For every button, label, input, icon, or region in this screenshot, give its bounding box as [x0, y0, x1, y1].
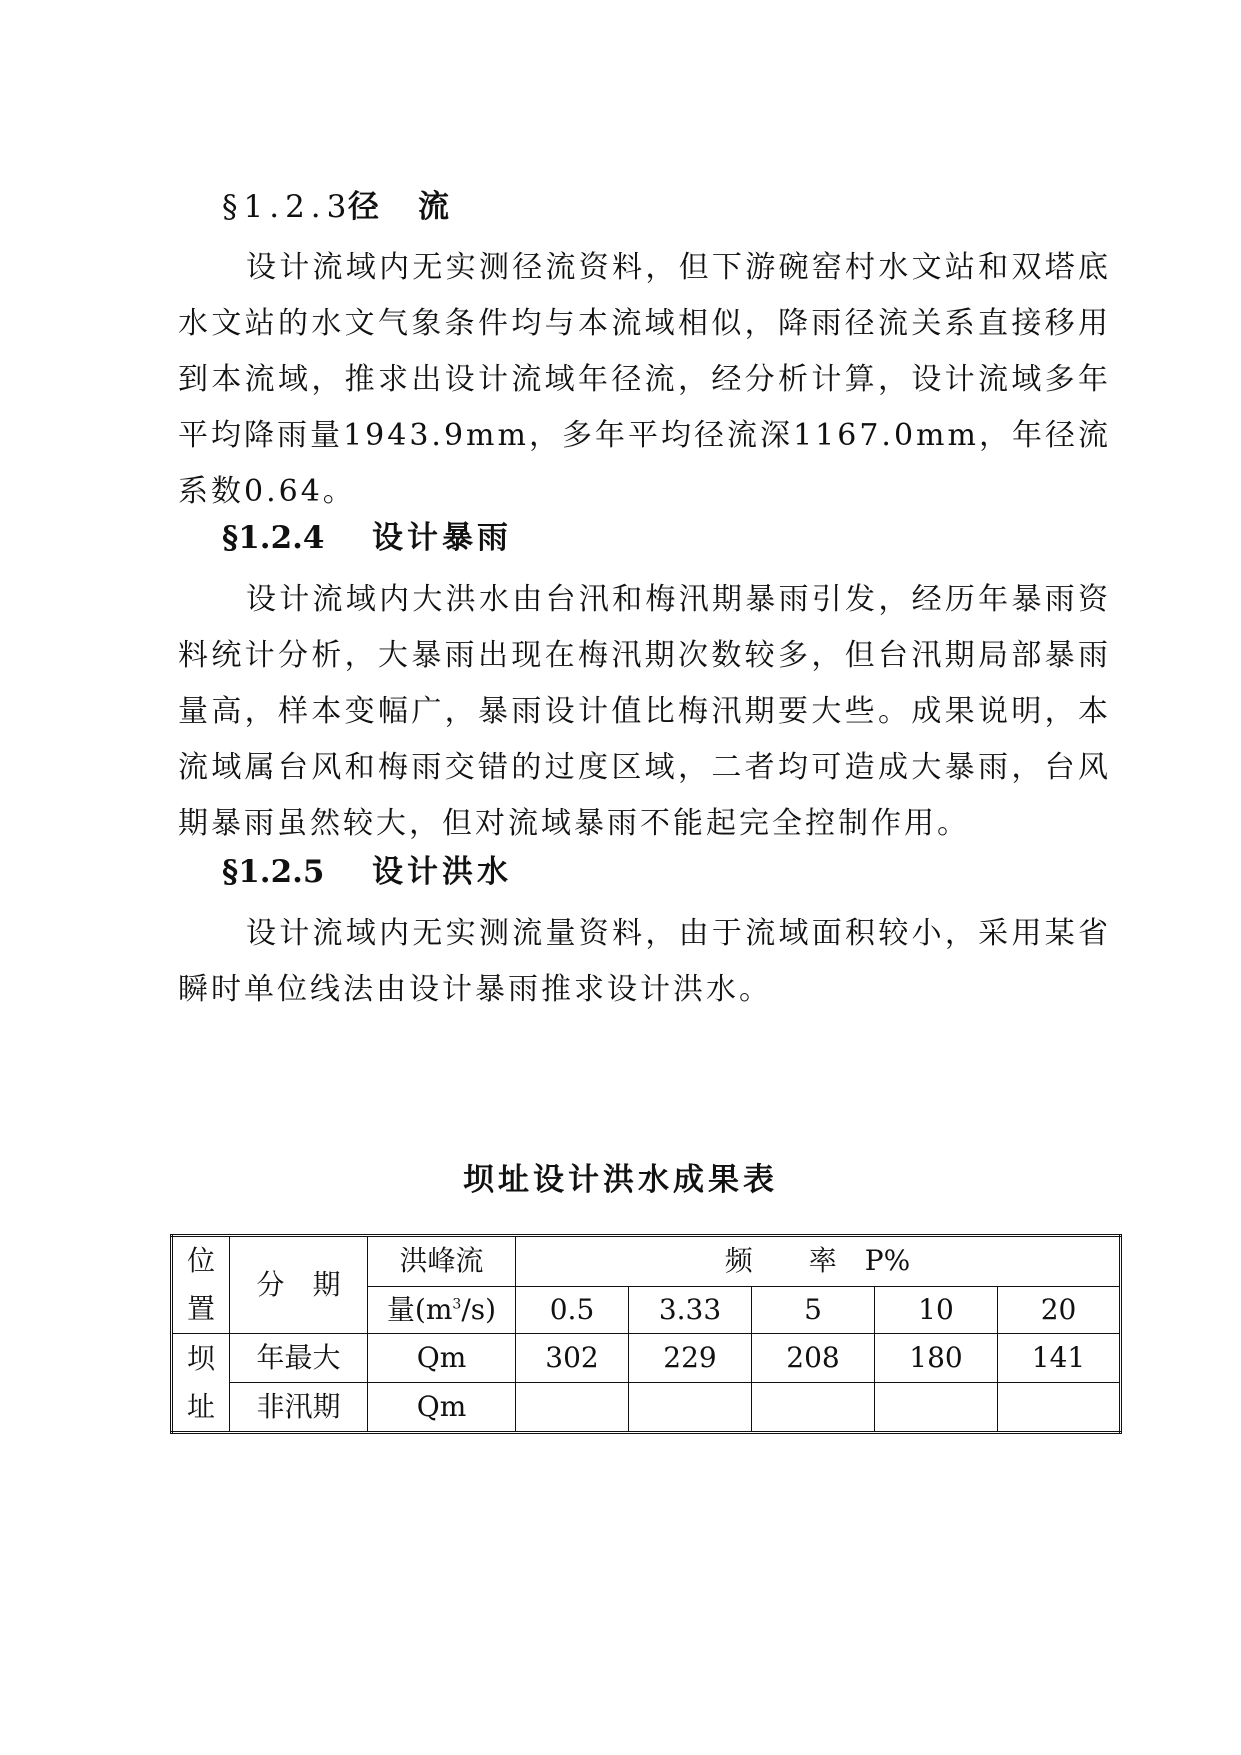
design-flood-table — [170, 1234, 1122, 1434]
freq-cell: 20 — [998, 1286, 1121, 1333]
value-cell — [516, 1383, 629, 1433]
paragraph-design-flood: 设计流域内无实测流量资料，由于流域面积较小，采用某省瞬时单位线法由设计暴雨推求设计洪水。 — [178, 916, 1111, 1007]
table-header-row-1 — [172, 1236, 1121, 1287]
site-cell — [172, 1334, 230, 1433]
freq-cell: 0.5 — [516, 1286, 629, 1333]
value-cell — [752, 1383, 875, 1433]
value-cell — [998, 1383, 1121, 1433]
header-position: 位置 — [186, 1244, 215, 1325]
value-cell — [629, 1383, 752, 1433]
freq-cell: 5 — [752, 1286, 875, 1333]
section-title: 径 流 — [348, 189, 453, 225]
header-peak-flow-line1: 洪峰流 — [368, 1236, 516, 1287]
section-heading-1-2-5 — [222, 852, 512, 892]
row-symbol: Qm — [368, 1383, 516, 1433]
peak-flow-unit-sup: 3 — [452, 1296, 462, 1313]
row-period: 非汛期 — [230, 1383, 368, 1433]
peak-flow-unit-pre: 量(m — [386, 1292, 453, 1326]
section-title: 设计暴雨 — [372, 520, 512, 556]
freq-cell: 10 — [875, 1286, 998, 1333]
header-period: 分 期 — [230, 1236, 368, 1334]
table-row — [172, 1383, 1121, 1433]
table-title: 坝址设计洪水成果表 — [463, 1162, 778, 1198]
value-cell: 141 — [998, 1334, 1121, 1383]
value-cell: 180 — [875, 1334, 998, 1383]
section-number: §1.2.5 — [222, 854, 325, 890]
freq-cell: 3.33 — [629, 1286, 752, 1333]
section-number: §1.2.4 — [222, 520, 325, 556]
value-cell — [875, 1383, 998, 1433]
row-period: 年最大 — [230, 1334, 368, 1383]
value-cell: 302 — [516, 1334, 629, 1383]
paragraph-design-rainstorm: 设计流域内大洪水由台汛和梅汛期暴雨引发，经历年暴雨资料统计分析，大暴雨出现在梅汛期次数较多，但台汛期局部暴雨量高，样本变幅广，暴雨设计值比梅汛期要大些。成果说明，本流域属台风和梅雨交错的过度区域，二者均可造成大暴雨，台风期暴雨虽然较大，但对流域暴雨不能起完全控制作用。 — [178, 582, 1111, 841]
section-heading-1-2-3 — [222, 187, 453, 227]
row-symbol: Qm — [368, 1334, 516, 1383]
site-label: 坝址 — [186, 1341, 215, 1423]
value-cell: 229 — [629, 1334, 752, 1383]
header-peak-flow-line2 — [368, 1286, 516, 1333]
section-heading-1-2-4 — [222, 518, 512, 558]
section-title: 设计洪水 — [372, 854, 512, 890]
table-row — [172, 1334, 1121, 1383]
peak-flow-unit-post: /s) — [461, 1292, 497, 1326]
value-cell: 208 — [752, 1334, 875, 1383]
paragraph-runoff: 设计流域内无实测径流资料，但下游碗窑村水文站和双塔底水文站的水文气象条件均与本流域相似，降雨径流关系直接移用到本流域，推求出设计流域年径流，经分析计算，设计流域多年平均降雨量1943.9mm，多年平均径流深1167.0mm，年径流系数0.64。 — [178, 250, 1111, 509]
header-frequency: 频 率 P% — [516, 1236, 1121, 1287]
section-number: §1.2.3 — [222, 189, 353, 225]
header-position-cell — [172, 1236, 230, 1334]
